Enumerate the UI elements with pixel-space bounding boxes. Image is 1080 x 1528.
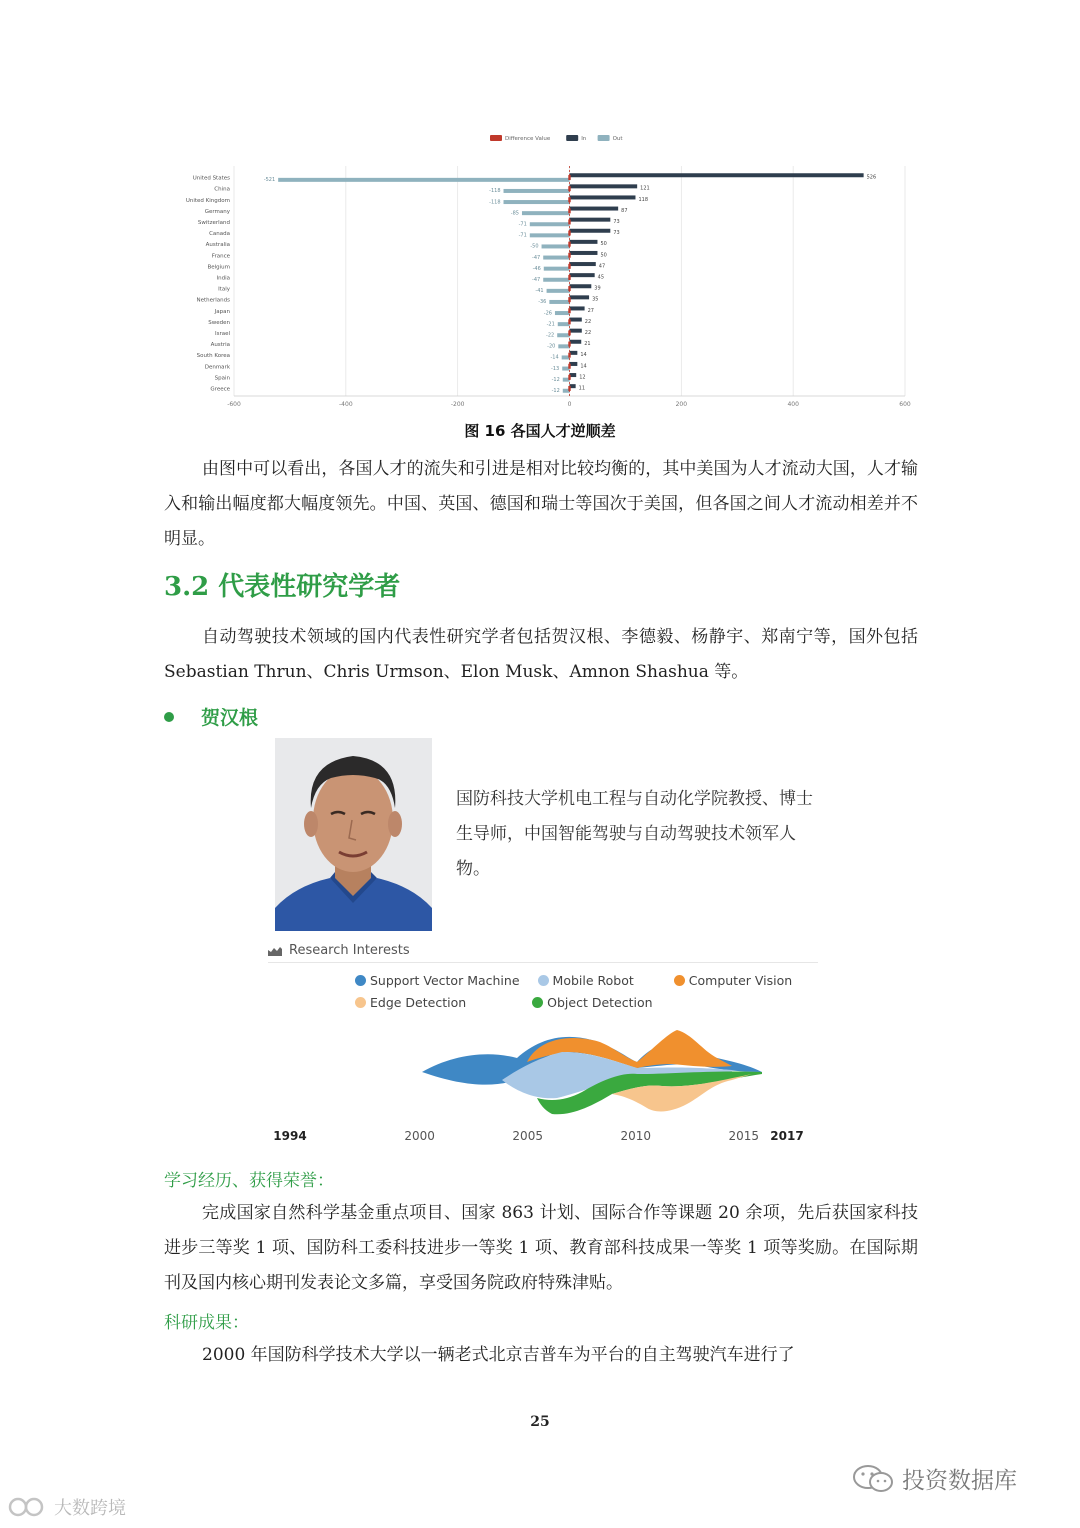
value-label-out: -13 — [551, 365, 560, 372]
bar-in — [570, 329, 582, 333]
year-label: 2015 — [728, 1129, 760, 1143]
bar-in — [570, 195, 636, 199]
legend-swatch-cv — [674, 975, 685, 986]
value-label-out: -71 — [518, 232, 527, 239]
value-label-in: 39 — [594, 285, 601, 292]
bar-in — [570, 318, 582, 322]
bar-out — [504, 200, 570, 204]
research-heading: 科研成果： — [164, 1313, 249, 1333]
legend-label: In — [581, 136, 587, 142]
legend-swatch — [598, 135, 610, 141]
legend-cv: Computer Vision — [688, 973, 793, 988]
legend-swatch-robot — [538, 975, 549, 986]
value-label-in: 121 — [640, 185, 650, 192]
value-label-out: -22 — [546, 332, 555, 339]
category-label: Germany — [204, 208, 230, 215]
value-label-out: -14 — [550, 354, 559, 361]
value-label-out: -21 — [546, 321, 555, 328]
category-label: Netherlands — [196, 297, 230, 304]
legend-swatch — [566, 135, 578, 141]
stream-legend-row2 — [355, 995, 653, 1010]
year-label: 1994 — [273, 1129, 307, 1143]
category-label: South Korea — [196, 353, 230, 360]
bar-out — [543, 256, 569, 260]
value-label-in: 11 — [578, 385, 586, 392]
bar-in — [570, 184, 638, 188]
category-label: United States — [192, 175, 230, 182]
x-tick-label: -200 — [450, 401, 465, 408]
legend-swatch-svm — [355, 975, 366, 986]
value-label-in: 45 — [597, 274, 605, 281]
section-title: 3.2 代表性研究学者 — [164, 572, 401, 602]
bar-in — [570, 229, 611, 233]
bar-out — [530, 233, 570, 237]
value-label-in: 14 — [580, 352, 587, 359]
value-label-out: -46 — [532, 265, 541, 272]
bar-out — [530, 222, 570, 226]
bar-out — [555, 311, 570, 315]
legend-edge: Edge Detection — [370, 995, 467, 1010]
value-label-in: 21 — [584, 341, 591, 348]
value-label-out: -26 — [543, 310, 552, 317]
bar-out — [504, 189, 570, 193]
category-label: Belgium — [207, 264, 230, 271]
legend-object: Object Detection — [547, 995, 653, 1010]
value-label-out: -20 — [547, 343, 556, 350]
paragraph-analysis: 由图中可以看出，各国人才的流失和引进是相对比较均衡的，其中美国为人才流动大国，人才输入和输出幅度都大幅度领先。中国、英国、德国和瑞士等国次于美国，但各国之间人才流动相差并不明显。 — [164, 459, 918, 549]
bar-out — [543, 278, 569, 282]
value-label-in: 87 — [621, 207, 628, 214]
watermark-right: 投资数据库 — [852, 1462, 1017, 1495]
category-label: Australia — [205, 242, 230, 249]
bar-out — [522, 211, 570, 215]
education-paragraph: 完成国家自然科学基金重点项目、国家 863 计划、国际合作等课题 20 余项，先后获国家科技进步三等奖 1 项、国防科工委科技进步一等奖 1 项、教育部科技成果一等奖 1 项等奖励。在国际期刊及国内核心期刊发表论文多篇，享受国务院政府特殊津贴。 — [164, 1203, 918, 1293]
value-label-out: -36 — [538, 299, 547, 306]
value-label-in: 73 — [613, 218, 620, 225]
bar-in — [570, 295, 590, 299]
page-number: 25 — [530, 1414, 550, 1430]
bar-in — [570, 262, 596, 266]
loop-logo-icon — [8, 1496, 48, 1518]
bar-in — [570, 306, 585, 310]
value-label-in: 50 — [600, 241, 607, 248]
bar-in — [570, 251, 598, 255]
year-label: 2010 — [620, 1129, 652, 1143]
x-tick-label: 400 — [787, 401, 799, 408]
year-label: 2005 — [512, 1129, 543, 1143]
bar-in — [570, 240, 598, 244]
legend-label: Out — [612, 136, 623, 142]
category-label: France — [211, 253, 230, 260]
legend-svm: Support Vector Machine — [370, 973, 520, 988]
bar-out — [558, 322, 570, 326]
value-label-out: -521 — [263, 177, 276, 184]
value-label-out: -85 — [510, 210, 519, 217]
category-label: Japan — [214, 308, 230, 315]
category-label: United Kingdom — [185, 197, 230, 204]
bar-out — [558, 344, 569, 348]
value-label-in: 12 — [579, 374, 586, 381]
bar-in — [570, 284, 592, 288]
researcher-photo — [275, 738, 432, 931]
stream-axis — [273, 1129, 803, 1143]
bar-in — [570, 173, 864, 177]
research-paragraph: 2000 年国防科学技术大学以一辆老式北京吉普车为平台的自主驾驶汽车进行了 — [202, 1345, 795, 1365]
researcher-heading — [164, 703, 258, 730]
bar-out — [544, 267, 570, 271]
divider — [268, 962, 818, 963]
value-label-in: 22 — [584, 329, 592, 336]
bullet-dot-icon — [164, 712, 174, 722]
legend-swatch-edge — [355, 997, 366, 1008]
category-label: China — [214, 186, 230, 193]
category-label: Sweden — [208, 319, 230, 326]
category-label: Israel — [214, 330, 230, 337]
value-label-out: -47 — [532, 276, 541, 283]
legend-label: Difference Value — [505, 136, 551, 142]
paragraph-researchers: 自动驾驶技术领域的国内代表性研究学者包括贺汉根、李德毅、杨静宇、郑南宁等，国外包括 Sebastian Thrun、Chris Urmson、Elon Musk、Amnon Shashua 等。 — [164, 627, 918, 682]
watermark-left: 大数跨境 — [8, 1494, 126, 1520]
legend-robot: Mobile Robot — [552, 973, 634, 988]
bar-out — [557, 333, 569, 337]
category-label: Switzerland — [197, 219, 230, 226]
chat-bubble-icon — [852, 1463, 896, 1495]
x-tick-label: 200 — [675, 401, 688, 408]
x-tick-label: -600 — [227, 401, 241, 408]
value-label-out: -47 — [532, 254, 541, 261]
research-interests-streamgraph — [262, 1010, 822, 1150]
year-label: 2017 — [770, 1129, 804, 1143]
value-label-in: 118 — [638, 196, 649, 203]
education-heading: 学习经历、获得荣誉： — [164, 1171, 334, 1191]
bar-out — [549, 300, 569, 304]
value-label-in: 526 — [866, 174, 877, 181]
bar-out — [278, 178, 569, 182]
category-label: India — [216, 275, 230, 282]
talent-balance-chart — [160, 128, 920, 418]
category-label: Canada — [209, 231, 230, 238]
value-label-out: -118 — [489, 188, 501, 195]
value-label-in: 27 — [587, 307, 594, 314]
value-label-in: 47 — [598, 263, 606, 270]
value-label-in: 22 — [584, 318, 592, 325]
category-label: Greece — [210, 386, 230, 393]
area-chart-icon — [268, 946, 282, 956]
value-label-in: 14 — [580, 363, 587, 370]
researcher-name: 贺汉根 — [201, 707, 259, 729]
bar-in — [570, 340, 582, 344]
category-label: Denmark — [204, 364, 230, 371]
legend-swatch — [490, 135, 502, 141]
category-label: Italy — [218, 286, 230, 293]
year-label: 2000 — [404, 1129, 435, 1143]
stream-legend-row1 — [355, 973, 792, 988]
legend-swatch-object — [532, 997, 543, 1008]
x-tick-label: 600 — [899, 401, 911, 408]
value-label-out: -71 — [518, 221, 527, 228]
bar-out — [547, 289, 570, 293]
value-label-in: 35 — [592, 296, 599, 303]
research-interests-title: Research Interests — [268, 943, 410, 958]
value-label-out: -12 — [551, 387, 560, 394]
value-label-in: 50 — [600, 252, 607, 259]
value-label-out: -12 — [551, 376, 560, 383]
researcher-bio: 国防科技大学机电工程与自动化学院教授、博士生导师，中国智能驾驶与自动驾驶技术领军人物。 — [456, 789, 813, 879]
bar-out — [542, 244, 570, 248]
bar-in — [570, 207, 619, 211]
value-label-out: -41 — [535, 288, 544, 295]
bar-in — [570, 218, 611, 222]
category-label: Austria — [210, 342, 230, 349]
value-label-out: -118 — [489, 199, 501, 206]
value-label-out: -50 — [530, 243, 539, 250]
value-label-in: 73 — [613, 230, 620, 237]
bar-in — [570, 273, 595, 277]
x-tick-label: -400 — [339, 401, 353, 408]
x-tick-label: 0 — [567, 401, 572, 408]
figure-caption: 图 16 各国人才逆顺差 — [464, 422, 616, 440]
category-label: Spain — [214, 375, 230, 382]
